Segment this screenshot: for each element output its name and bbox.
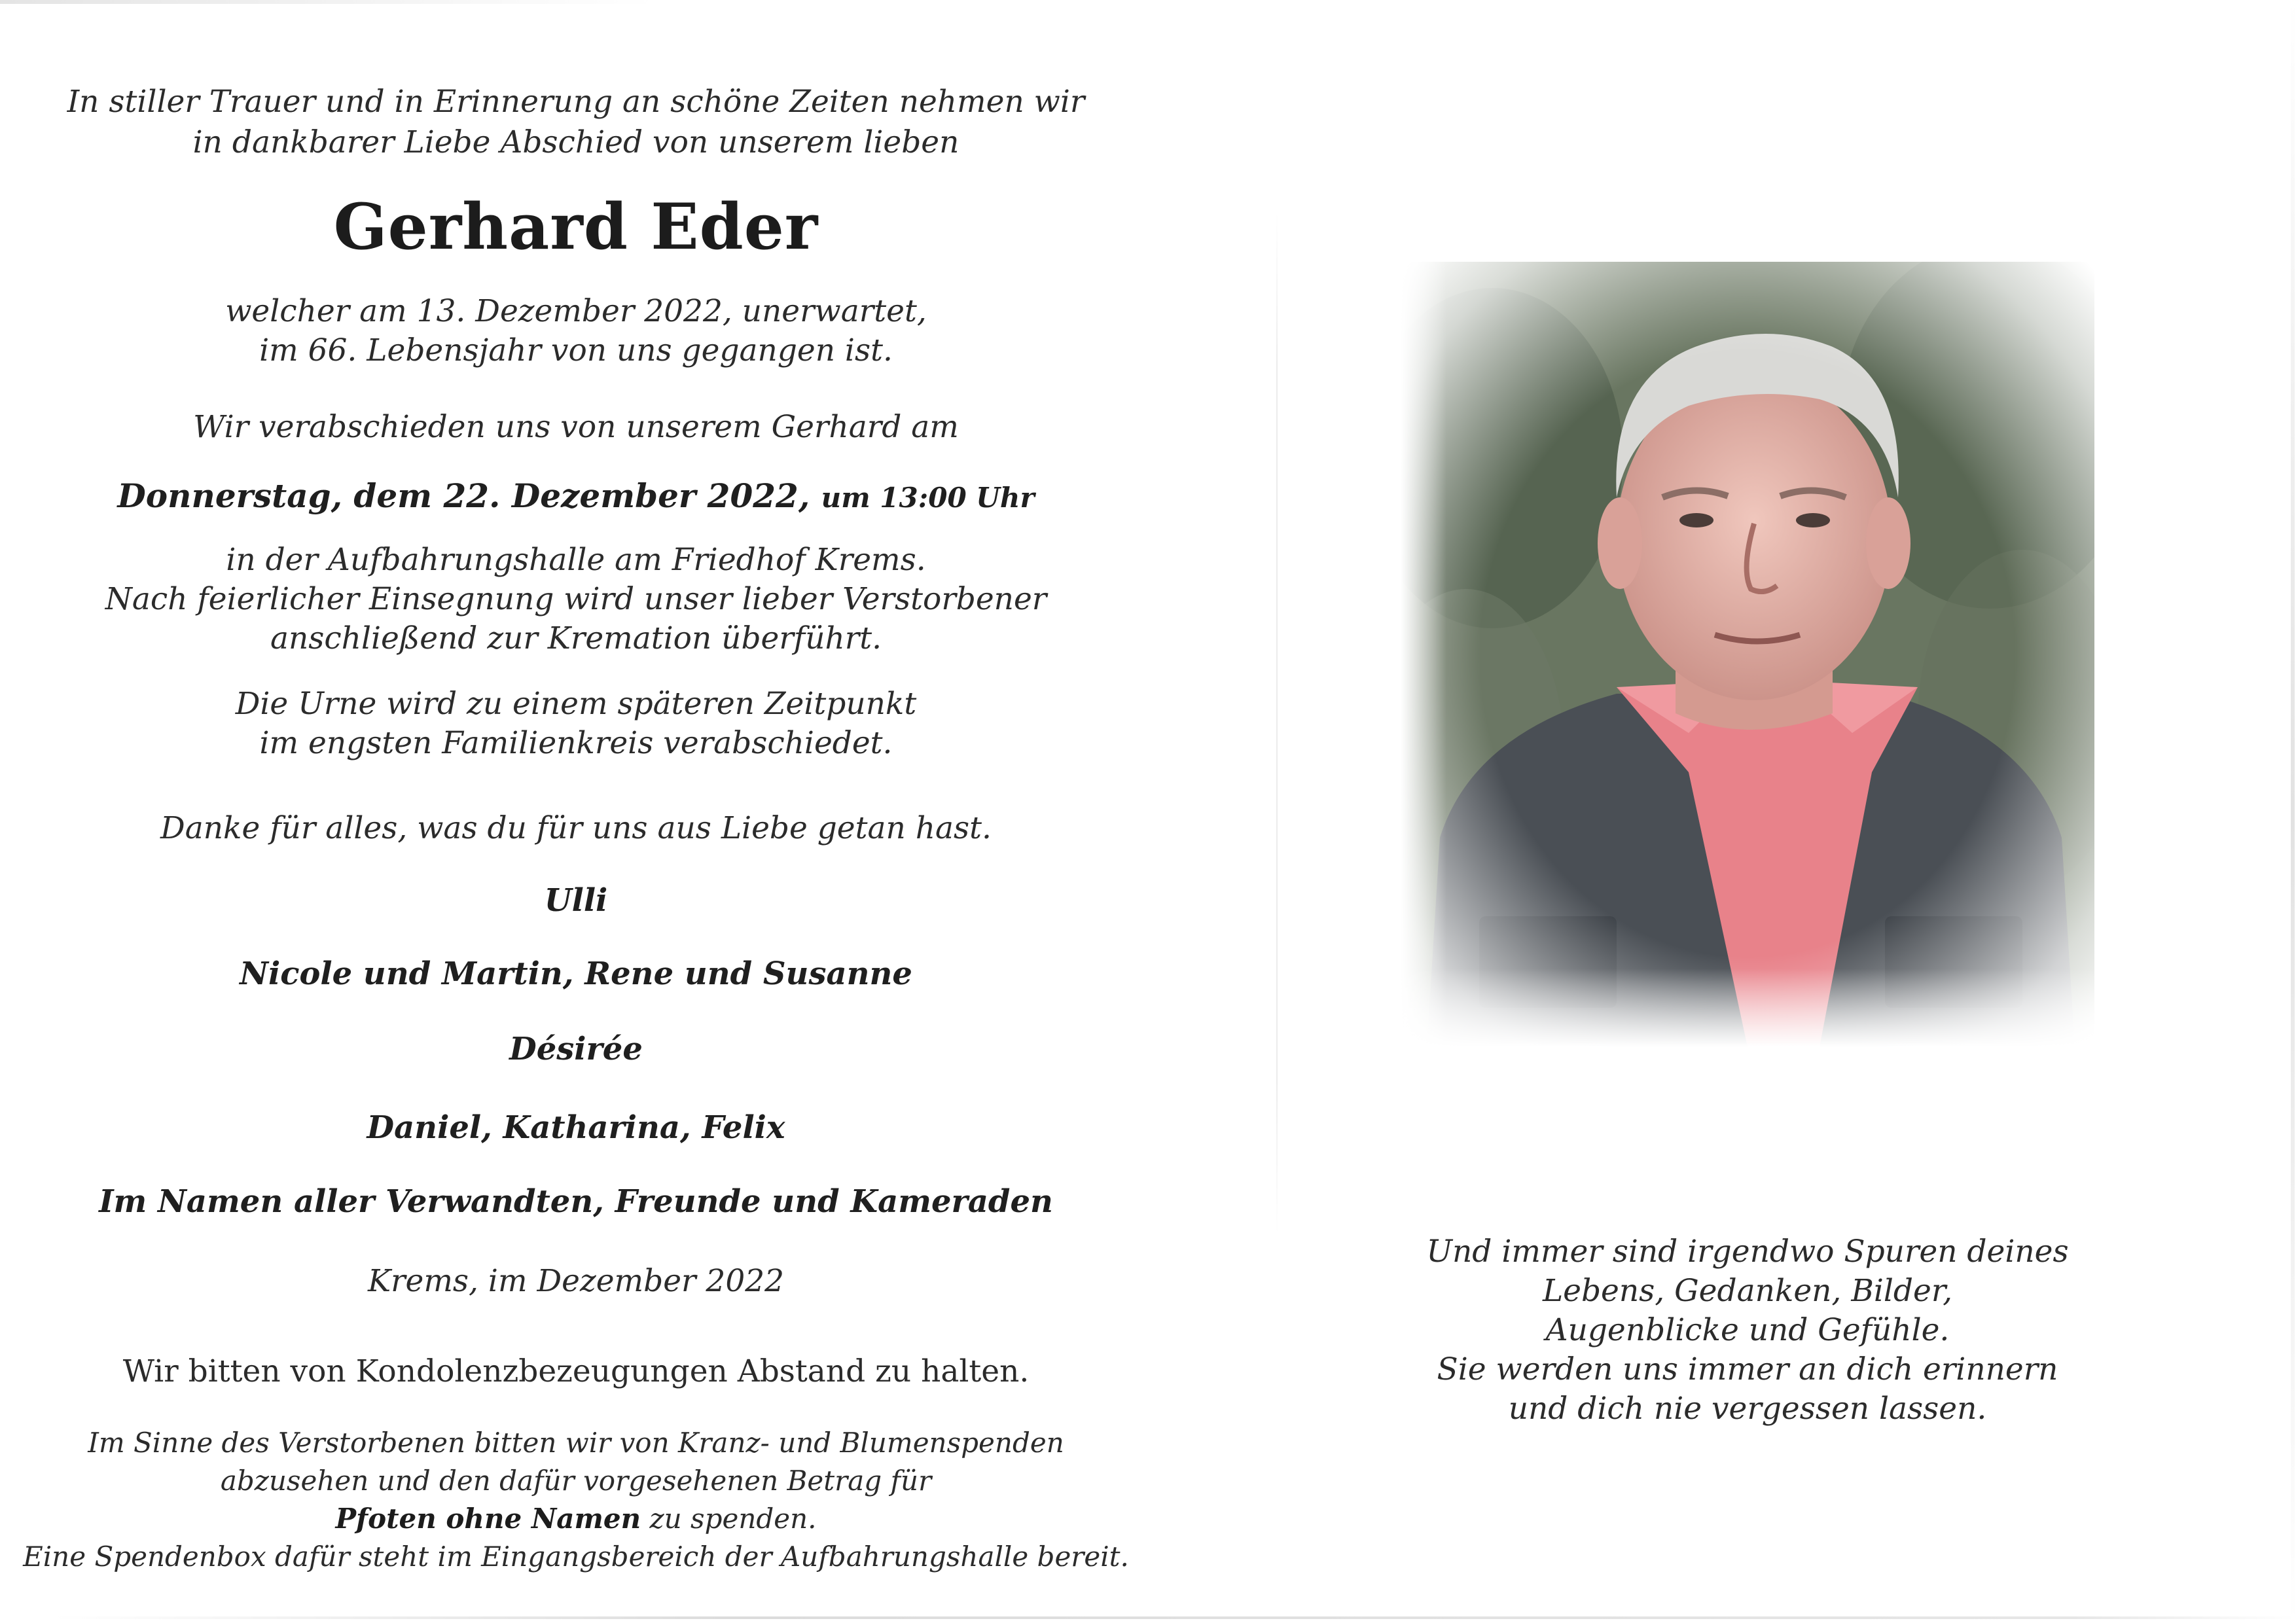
urn-line: im engsten Familienkreis verabschiedet. [259,725,893,761]
scan-edge [2291,0,2295,1623]
donation-line: abzusehen und den dafür vorgesehenen Betrag für [220,1465,932,1497]
poem-column [1401,0,2094,1623]
location-line: Nach feierlicher Einsegnung wird unser lieber Verstorbener [105,581,1047,617]
death-line: im 66. Lebensjahr von uns gegangen ist. [259,332,893,368]
donation-line: Im Sinne des Verstorbenen bitten wir von Kranz- und Blumenspenden [88,1427,1064,1459]
donation-line: Eine Spendenbox dafür steht im Eingangsbereich der Aufbahrungshalle bereit. [23,1541,1129,1573]
donation-suffix: zu spenden. [641,1503,817,1535]
fold-divider [1276,213,1278,1234]
ceremony-date: Donnerstag, dem 22. Dezember 2022, [117,476,810,515]
intro-line: In stiller Trauer und in Erinnerung an schöne Zeiten nehmen wir [67,84,1085,120]
thanks-line: Danke für alles, was du für uns aus Liebe getan hast. [160,810,992,846]
mourner-line: Nicole und Martin, Rene und Susanne [240,955,912,992]
location-line: in der Aufbahrungshalle am Friedhof Krems. [226,542,926,578]
ceremony-date-time [0,476,1152,515]
urn-line: Die Urne wird zu einem späteren Zeitpunkt [235,686,917,722]
location-line: anschließend zur Kremation überführt. [270,620,882,656]
mourner-line: Ulli [544,882,608,919]
deceased-name: Gerhard Eder [333,190,819,264]
poem-line: Augenblicke und Gefühle. [1545,1312,1950,1348]
poem-line: Lebens, Gedanken, Bilder, [1542,1273,1953,1309]
condolence-note: Wir bitten von Kondolenzbezeugungen Abstand zu halten. [122,1353,1030,1389]
death-line: welcher am 13. Dezember 2022, unerwartet, [225,293,927,329]
farewell-intro: Wir verabschieden uns von unserem Gerhard am [193,409,959,445]
poem-line: und dich nie vergessen lassen. [1508,1391,1987,1427]
poem-line: Sie werden uns immer an dich erinnern [1437,1351,2058,1387]
donation-line [0,1503,1152,1535]
poem-line: Und immer sind irgendwo Spuren deines [1426,1234,2069,1270]
place-date: Krems, im Dezember 2022 [367,1263,785,1299]
intro-line: in dankbarer Liebe Abschied von unserem lieben [192,124,960,160]
donation-organization: Pfoten ohne Namen [335,1503,641,1535]
mourner-line: Daniel, Katharina, Felix [367,1109,785,1146]
mourner-line: Désirée [509,1031,643,1067]
ceremony-time: um 13:00 Uhr [821,482,1035,514]
mourner-line: Im Namen aller Verwandten, Freunde und Kameraden [99,1183,1053,1220]
